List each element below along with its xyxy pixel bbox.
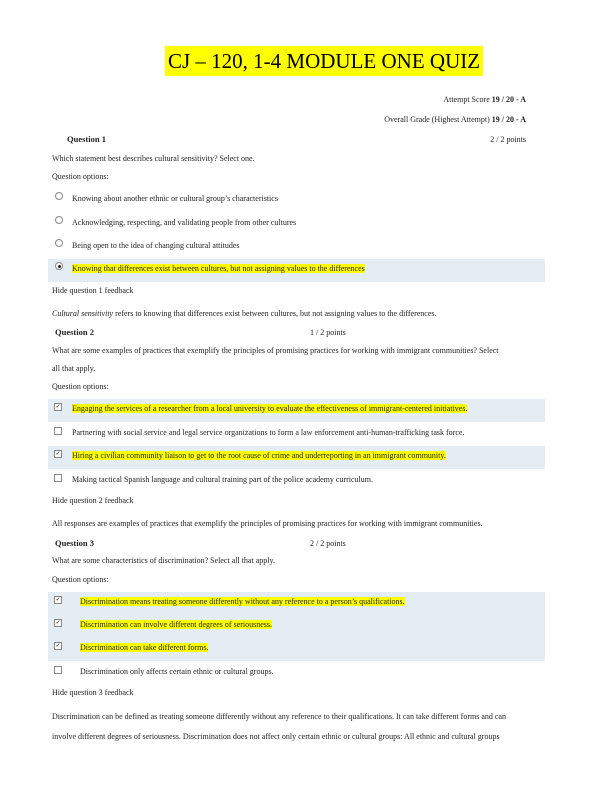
question-1-feedback-toggle[interactable]: Hide question 1 feedback (52, 286, 134, 295)
option-text: Making tactical Spanish language and cultural training part of the police academy curriculum. (72, 475, 374, 484)
question-2-option-2[interactable] (48, 423, 545, 446)
attempt-score-value: 19 / 20 - A (491, 95, 526, 104)
option-text: Being open to the idea of changing cultural attitudes (72, 241, 240, 250)
question-2-prompt-line-2: all that apply. (52, 364, 96, 373)
checkbox-checked[interactable]: ✓ (55, 403, 61, 410)
feedback-term: Cultural sensitivity (52, 309, 114, 318)
checkbox-checked[interactable]: ✓ (55, 642, 61, 649)
checkbox[interactable] (54, 666, 62, 674)
question-2-option-1[interactable] (48, 399, 545, 422)
question-3-option-3[interactable] (48, 638, 545, 661)
option-text: Partnering with social service and legal service organizations to form a law enforcement anti-human-trafficking task force. (72, 428, 465, 437)
question-3-feedback-toggle[interactable]: Hide question 3 feedback (52, 688, 134, 697)
option-text: Engaging the services of a researcher from a local university to evaluate the effectiveness of immigrant-centered initiatives. (72, 404, 468, 413)
overall-grade-value: 19 / 20 - A (491, 115, 526, 124)
overall-grade-label: Overall Grade (Highest Attempt) (384, 115, 490, 124)
question-1-option-3[interactable] (48, 236, 545, 259)
question-3-heading: Question 3 (55, 538, 94, 548)
question-1-prompt: Which statement best describes cultural sensitivity? Select one. (52, 154, 255, 163)
option-text: Hiring a civilian community liaison to get to the root cause of crime and underreporting in an immigrant community. (72, 451, 446, 460)
question-1-points: 2 / 2 points (490, 135, 526, 144)
checkbox[interactable] (54, 427, 62, 435)
question-2-heading: Question 2 (55, 327, 94, 337)
attempt-score-label: Attempt Score (443, 95, 490, 104)
question-2-feedback: All responses are examples of practices that exemplify the principles of promising practices for working with immigrant communities. (52, 519, 483, 528)
option-text: Discrimination can involve different degrees of seriousness. (80, 620, 273, 629)
question-2-prompt-line-1: What are some examples of practices that exemplify the principles of promising practices for working with immigrant communities? Select (52, 346, 499, 355)
question-3-option-2[interactable] (48, 615, 545, 638)
question-3-option-4[interactable] (48, 662, 545, 685)
feedback-text: refers to knowing that differences exist between cultures, but not assigning values to the differences. (113, 309, 437, 318)
radio-button-selected[interactable] (55, 262, 63, 270)
option-text: Knowing that differences exist between cultures, but not assigning values to the differences (72, 264, 365, 273)
question-2-option-3[interactable] (48, 446, 545, 469)
question-2-points: 1 / 2 points (310, 328, 346, 337)
option-text: Discrimination only affects certain ethnic or cultural groups. (80, 667, 274, 676)
checkbox[interactable] (54, 474, 62, 482)
question-1-feedback (52, 309, 437, 318)
question-1-option-4[interactable] (48, 259, 545, 282)
overall-grade (384, 115, 526, 124)
question-1-heading: Question 1 (67, 134, 106, 144)
question-3-option-1[interactable] (48, 592, 545, 615)
question-3-points: 2 / 2 points (310, 539, 346, 548)
question-3-prompt: What are some characteristics of discrimination? Select all that apply. (52, 556, 275, 565)
question-2-feedback-toggle[interactable]: Hide question 2 feedback (52, 496, 134, 505)
radio-button[interactable] (55, 192, 63, 200)
question-3-feedback-line-2: involve different degrees of seriousness. Discrimination does not affect only certain ethnic or cultural groups: All ethnic and cultural groups (52, 732, 500, 741)
question-2-options-label: Question options: (52, 382, 109, 391)
question-1-options-label: Question options: (52, 172, 109, 181)
radio-button[interactable] (55, 239, 63, 247)
question-1-option-1[interactable] (48, 189, 545, 212)
question-3-options-label: Question options: (52, 575, 109, 584)
checkbox-checked[interactable]: ✓ (55, 596, 61, 603)
checkbox-checked[interactable]: ✓ (55, 450, 61, 457)
checkbox-checked[interactable]: ✓ (55, 619, 61, 626)
option-text: Knowing about another ethnic or cultural group’s characteristics (72, 194, 278, 203)
question-3-feedback-line-1: Discrimination can be defined as treating someone differently without any reference to their qualifications. It can take different forms and can (52, 712, 506, 721)
radio-button[interactable] (55, 216, 63, 224)
option-text: Acknowledging, respecting, and validating people from other cultures (72, 218, 297, 227)
option-text: Discrimination means treating someone differently without any reference to a person’s qualifications. (80, 597, 405, 606)
option-text: Discrimination can take different forms. (80, 643, 209, 652)
question-1-option-2[interactable] (48, 213, 545, 236)
quiz-title: CJ – 120, 1-4 MODULE ONE QUIZ (165, 46, 483, 76)
attempt-score (443, 95, 526, 104)
question-2-option-4[interactable] (48, 470, 545, 493)
